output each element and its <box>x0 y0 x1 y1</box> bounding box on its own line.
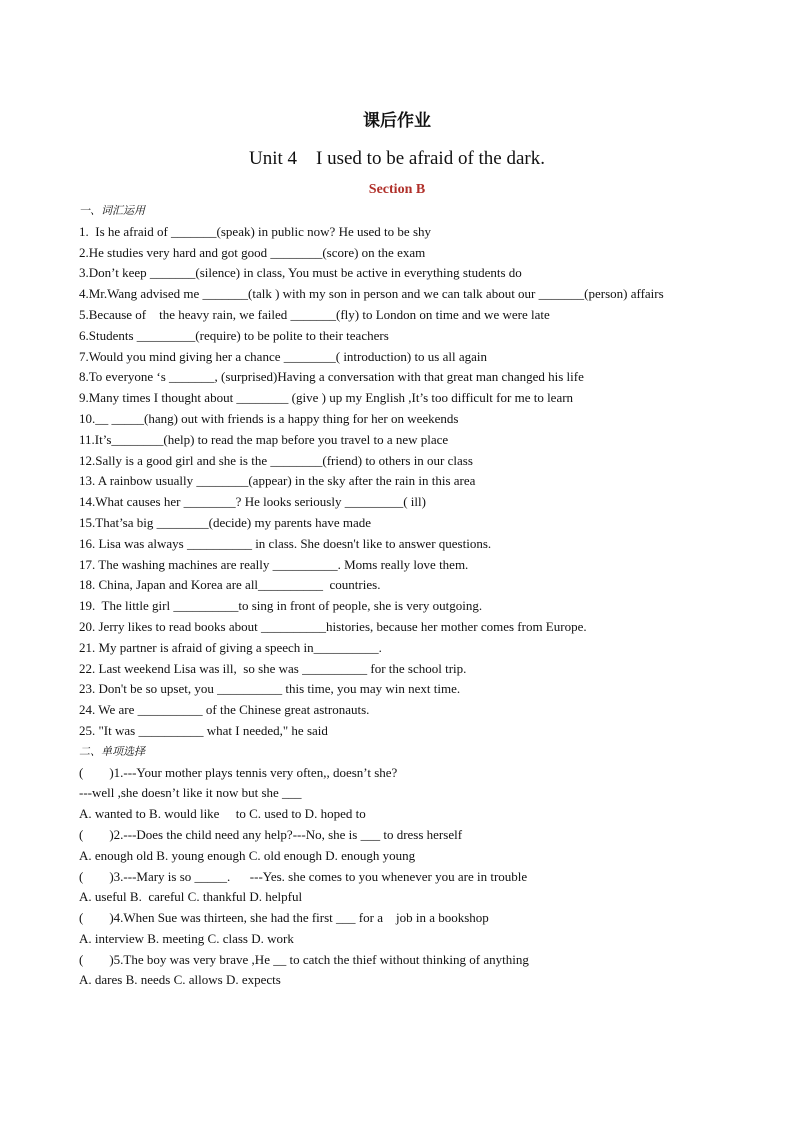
question-item: 6.Students _________(require) to be polite to their teachers <box>79 327 389 343</box>
question-item: 13. A rainbow usually ________(appear) in the sky after the rain in this area <box>79 473 476 489</box>
question-item: 25. "It was __________ what I needed," he said <box>79 722 328 738</box>
question-item: 1. Is he afraid of _______(speak) in public now? He used to be shy <box>79 223 431 239</box>
question-item: 23. Don't be so upset, you __________ this time, you may win next time. <box>79 681 461 697</box>
choice-question: ( )1.---Your mother plays tennis very often,, doesn’t she? <box>79 764 398 780</box>
question-item: 17. The washing machines are really __________. Moms really love them. <box>79 556 469 572</box>
question-item: 5.Because of the heavy rain, we failed _______(fly) to London on time and we were late <box>79 306 550 322</box>
choice-options: A. useful B. careful C. thankful D. helpful <box>79 889 303 905</box>
question-item: 12.Sally is a good girl and she is the ________(friend) to others in our class <box>79 452 473 468</box>
choice-options: A. wanted to B. would like to C. used to D. hoped to <box>79 806 366 822</box>
question-item: 8.To everyone ‘s _______, (surprised)Having a conversation with that great man changed his life <box>79 369 584 385</box>
question-item: 21. My partner is afraid of giving a speech in__________. <box>79 639 382 655</box>
question-item: 3.Don’t keep _______(silence) in class, You must be active in everything students do <box>79 265 522 281</box>
question-item: 2.He studies very hard and got good ________(score) on the exam <box>79 244 426 260</box>
part2-heading: 二、单项选择 <box>79 744 145 758</box>
unit-title: Unit 4 I used to be afraid of the dark. <box>249 148 545 169</box>
question-item: 10.__ _____(hang) out with friends is a happy thing for her on weekends <box>79 410 459 426</box>
question-item: 16. Lisa was always __________ in class. She doesn't like to answer questions. <box>79 535 492 551</box>
question-item: 20. Jerry likes to read books about __________histories, because her mother comes from Europe. <box>79 618 587 634</box>
part1-heading: 一、词汇运用 <box>79 204 145 217</box>
question-item: 9.Many times I thought about ________ (give ) up my English ,It’s too difficult for me to learn <box>79 390 574 406</box>
choice-question: ( )4.When Sue was thirteen, she had the first ___ for a job in a bookshop <box>79 910 489 926</box>
question-item: 18. China, Japan and Korea are all__________ countries. <box>79 577 381 593</box>
question-item: 11.It’s________(help) to read the map before you travel to a new place <box>79 431 449 447</box>
question-item: 19. The little girl __________to sing in front of people, she is very outgoing. <box>79 598 483 614</box>
section-label: Section B <box>368 182 426 197</box>
worksheet-body <box>79 201 715 991</box>
choice-options: A. dares B. needs C. allows D. expects <box>79 972 281 988</box>
question-item: 7.Would you mind giving her a chance ________( introduction) to us all again <box>79 348 488 364</box>
question-item: 15.That’sa big ________(decide) my parents have made <box>79 514 372 530</box>
choice-question: ( )5.The boy was very brave ,He __ to catch the thief without thinking of anything <box>79 951 529 967</box>
question-item: 24. We are __________ of the Chinese great astronauts. <box>79 702 370 718</box>
choice-options: A. enough old B. young enough C. old enough D. enough young <box>79 847 416 863</box>
question-item: 14.What causes her ________? He looks seriously _________( ill) <box>79 494 426 510</box>
choice-question: ( )2.---Does the child need any help?---No, she is ___ to dress herself <box>79 826 463 842</box>
choice-question-continued: ---well ,she doesn’t like it now but she ___ <box>79 785 302 801</box>
question-item: 4.Mr.Wang advised me _______(talk ) with my son in person and we can talk about our _______(person) affairs <box>79 286 664 302</box>
vocabulary-list <box>79 222 715 742</box>
choice-options: A. interview B. meeting C. class D. work <box>79 930 294 946</box>
page-title: 课后作业 <box>363 111 431 131</box>
multiple-choice-list <box>79 763 715 992</box>
choice-question: ( )3.---Mary is so _____. ---Yes. she comes to you whenever you are in trouble <box>79 868 528 884</box>
question-item: 22. Last weekend Lisa was ill, so she was __________ for the school trip. <box>79 660 467 676</box>
